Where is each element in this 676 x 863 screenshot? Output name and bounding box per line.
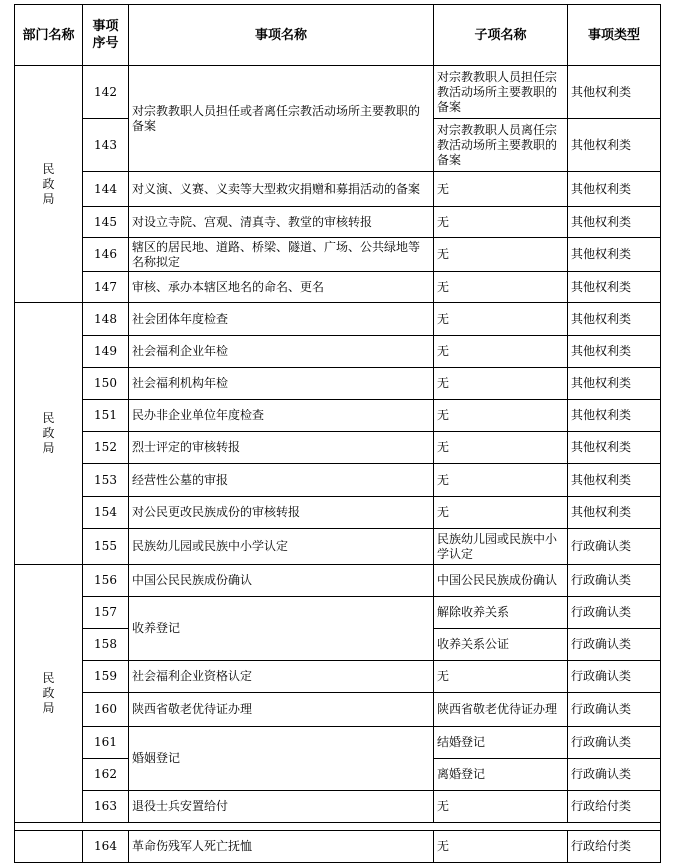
name-cell: 对宗教教职人员担任或者离任宗教活动场所主要教职的备案 — [129, 66, 434, 172]
header-name: 事项名称 — [129, 5, 434, 66]
name-cell: 陕西省敬老优待证办理 — [129, 693, 434, 727]
type-cell: 其他权利类 — [568, 432, 661, 464]
sub-cell: 陕西省敬老优待证办理 — [434, 693, 568, 727]
seq-cell: 161 — [83, 727, 129, 759]
type-cell: 其他权利类 — [568, 303, 661, 336]
page-gap — [15, 823, 661, 831]
seq-cell: 155 — [83, 529, 129, 565]
dept-label: 民政局 — [42, 411, 55, 455]
table-row — [15, 464, 661, 497]
sub-cell: 无 — [434, 831, 568, 863]
seq-cell: 145 — [83, 207, 129, 238]
name-cell: 民办非企业单位年度检查 — [129, 400, 434, 432]
sub-cell: 无 — [434, 464, 568, 497]
sub-cell: 离婚登记 — [434, 759, 568, 791]
table-row — [15, 661, 661, 693]
table-row — [15, 597, 661, 629]
seq-cell: 148 — [83, 303, 129, 336]
seq-cell: 159 — [83, 661, 129, 693]
table-row — [15, 272, 661, 303]
seq-cell: 163 — [83, 791, 129, 823]
seq-cell: 160 — [83, 693, 129, 727]
seq-cell: 144 — [83, 172, 129, 207]
type-cell: 行政确认类 — [568, 693, 661, 727]
seq-cell: 143 — [83, 119, 129, 172]
sub-cell: 无 — [434, 303, 568, 336]
type-cell: 其他权利类 — [568, 336, 661, 368]
table-row — [15, 791, 661, 823]
sub-cell: 无 — [434, 368, 568, 400]
name-cell: 收养登记 — [129, 597, 434, 661]
name-cell: 婚姻登记 — [129, 727, 434, 791]
table-row — [15, 238, 661, 272]
sub-cell: 结婚登记 — [434, 727, 568, 759]
sub-cell: 无 — [434, 272, 568, 303]
type-cell: 其他权利类 — [568, 119, 661, 172]
table-row — [15, 693, 661, 727]
sub-cell: 无 — [434, 661, 568, 693]
dept-cell — [15, 831, 83, 863]
name-cell: 对设立寺院、宫观、清真寺、教堂的审核转报 — [129, 207, 434, 238]
seq-cell: 154 — [83, 497, 129, 529]
header-sub: 子项名称 — [434, 5, 568, 66]
sub-cell: 无 — [434, 791, 568, 823]
sub-cell: 中国公民民族成份确认 — [434, 565, 568, 597]
seq-cell: 164 — [83, 831, 129, 863]
type-cell: 其他权利类 — [568, 172, 661, 207]
sub-cell: 对宗教教职人员离任宗教活动场所主要教职的备案 — [434, 119, 568, 172]
name-cell: 烈士评定的审核转报 — [129, 432, 434, 464]
table-row — [15, 529, 661, 565]
type-cell: 行政确认类 — [568, 759, 661, 791]
name-cell: 社会福利企业年检 — [129, 336, 434, 368]
type-cell: 行政给付类 — [568, 791, 661, 823]
seq-cell: 150 — [83, 368, 129, 400]
header-type: 事项类型 — [568, 5, 661, 66]
name-cell: 中国公民民族成份确认 — [129, 565, 434, 597]
sub-cell: 无 — [434, 400, 568, 432]
type-cell: 行政确认类 — [568, 565, 661, 597]
type-cell: 其他权利类 — [568, 368, 661, 400]
sub-cell: 对宗教教职人员担任宗教活动场所主要教职的备案 — [434, 66, 568, 119]
seq-cell: 157 — [83, 597, 129, 629]
header-row — [15, 5, 661, 66]
name-cell: 辖区的居民地、道路、桥梁、隧道、广场、公共绿地等名称拟定 — [129, 238, 434, 272]
type-cell: 行政确认类 — [568, 529, 661, 565]
type-cell: 其他权利类 — [568, 238, 661, 272]
type-cell: 其他权利类 — [568, 66, 661, 119]
type-cell: 其他权利类 — [568, 207, 661, 238]
table-row — [15, 727, 661, 759]
page-gap-cell — [15, 823, 661, 831]
table-row — [15, 66, 661, 119]
seq-cell: 151 — [83, 400, 129, 432]
name-cell: 社会福利企业资格认定 — [129, 661, 434, 693]
type-cell: 其他权利类 — [568, 272, 661, 303]
type-cell: 其他权利类 — [568, 400, 661, 432]
header-seq-text: 事项序号 — [92, 19, 119, 51]
name-cell: 对义演、义赛、义卖等大型救灾捐赠和募捐活动的备案 — [129, 172, 434, 207]
type-cell: 其他权利类 — [568, 464, 661, 497]
name-cell: 经营性公墓的审报 — [129, 464, 434, 497]
type-cell: 行政给付类 — [568, 831, 661, 863]
seq-cell: 156 — [83, 565, 129, 597]
table-row — [15, 368, 661, 400]
name-cell: 社会团体年度检查 — [129, 303, 434, 336]
table-row — [15, 207, 661, 238]
sub-cell: 无 — [434, 207, 568, 238]
name-cell: 对公民更改民族成份的审核转报 — [129, 497, 434, 529]
seq-cell: 147 — [83, 272, 129, 303]
sub-cell: 收养关系公证 — [434, 629, 568, 661]
header-seq — [83, 5, 129, 66]
type-cell: 其他权利类 — [568, 497, 661, 529]
table-row — [15, 497, 661, 529]
sub-cell: 无 — [434, 172, 568, 207]
type-cell: 行政确认类 — [568, 629, 661, 661]
seq-cell: 142 — [83, 66, 129, 119]
sub-cell: 无 — [434, 497, 568, 529]
dept-cell — [15, 565, 83, 823]
header-dept: 部门名称 — [15, 5, 83, 66]
sub-cell: 无 — [434, 238, 568, 272]
table-row — [15, 831, 661, 863]
table-row — [15, 336, 661, 368]
sub-cell: 无 — [434, 336, 568, 368]
seq-cell: 158 — [83, 629, 129, 661]
type-cell: 行政确认类 — [568, 661, 661, 693]
seq-cell: 162 — [83, 759, 129, 791]
table-row — [15, 432, 661, 464]
table-row — [15, 400, 661, 432]
sub-cell: 民族幼儿园或民族中小学认定 — [434, 529, 568, 565]
name-cell: 退役士兵安置给付 — [129, 791, 434, 823]
dept-cell — [15, 303, 83, 565]
sub-cell: 无 — [434, 432, 568, 464]
table-row — [15, 172, 661, 207]
dept-label: 民政局 — [42, 161, 55, 206]
sub-cell: 解除收养关系 — [434, 597, 568, 629]
name-cell: 审核、承办本辖区地名的命名、更名 — [129, 272, 434, 303]
items-table — [14, 4, 661, 863]
seq-cell: 152 — [83, 432, 129, 464]
seq-cell: 149 — [83, 336, 129, 368]
name-cell: 社会福利机构年检 — [129, 368, 434, 400]
type-cell: 行政确认类 — [568, 597, 661, 629]
name-cell: 革命伤残军人死亡抚恤 — [129, 831, 434, 863]
seq-cell: 146 — [83, 238, 129, 272]
name-cell: 民族幼儿园或民族中小学认定 — [129, 529, 434, 565]
dept-cell — [15, 66, 83, 303]
seq-cell: 153 — [83, 464, 129, 497]
table-row — [15, 303, 661, 336]
type-cell: 行政确认类 — [568, 727, 661, 759]
dept-label: 民政局 — [42, 671, 55, 715]
table-row — [15, 565, 661, 597]
